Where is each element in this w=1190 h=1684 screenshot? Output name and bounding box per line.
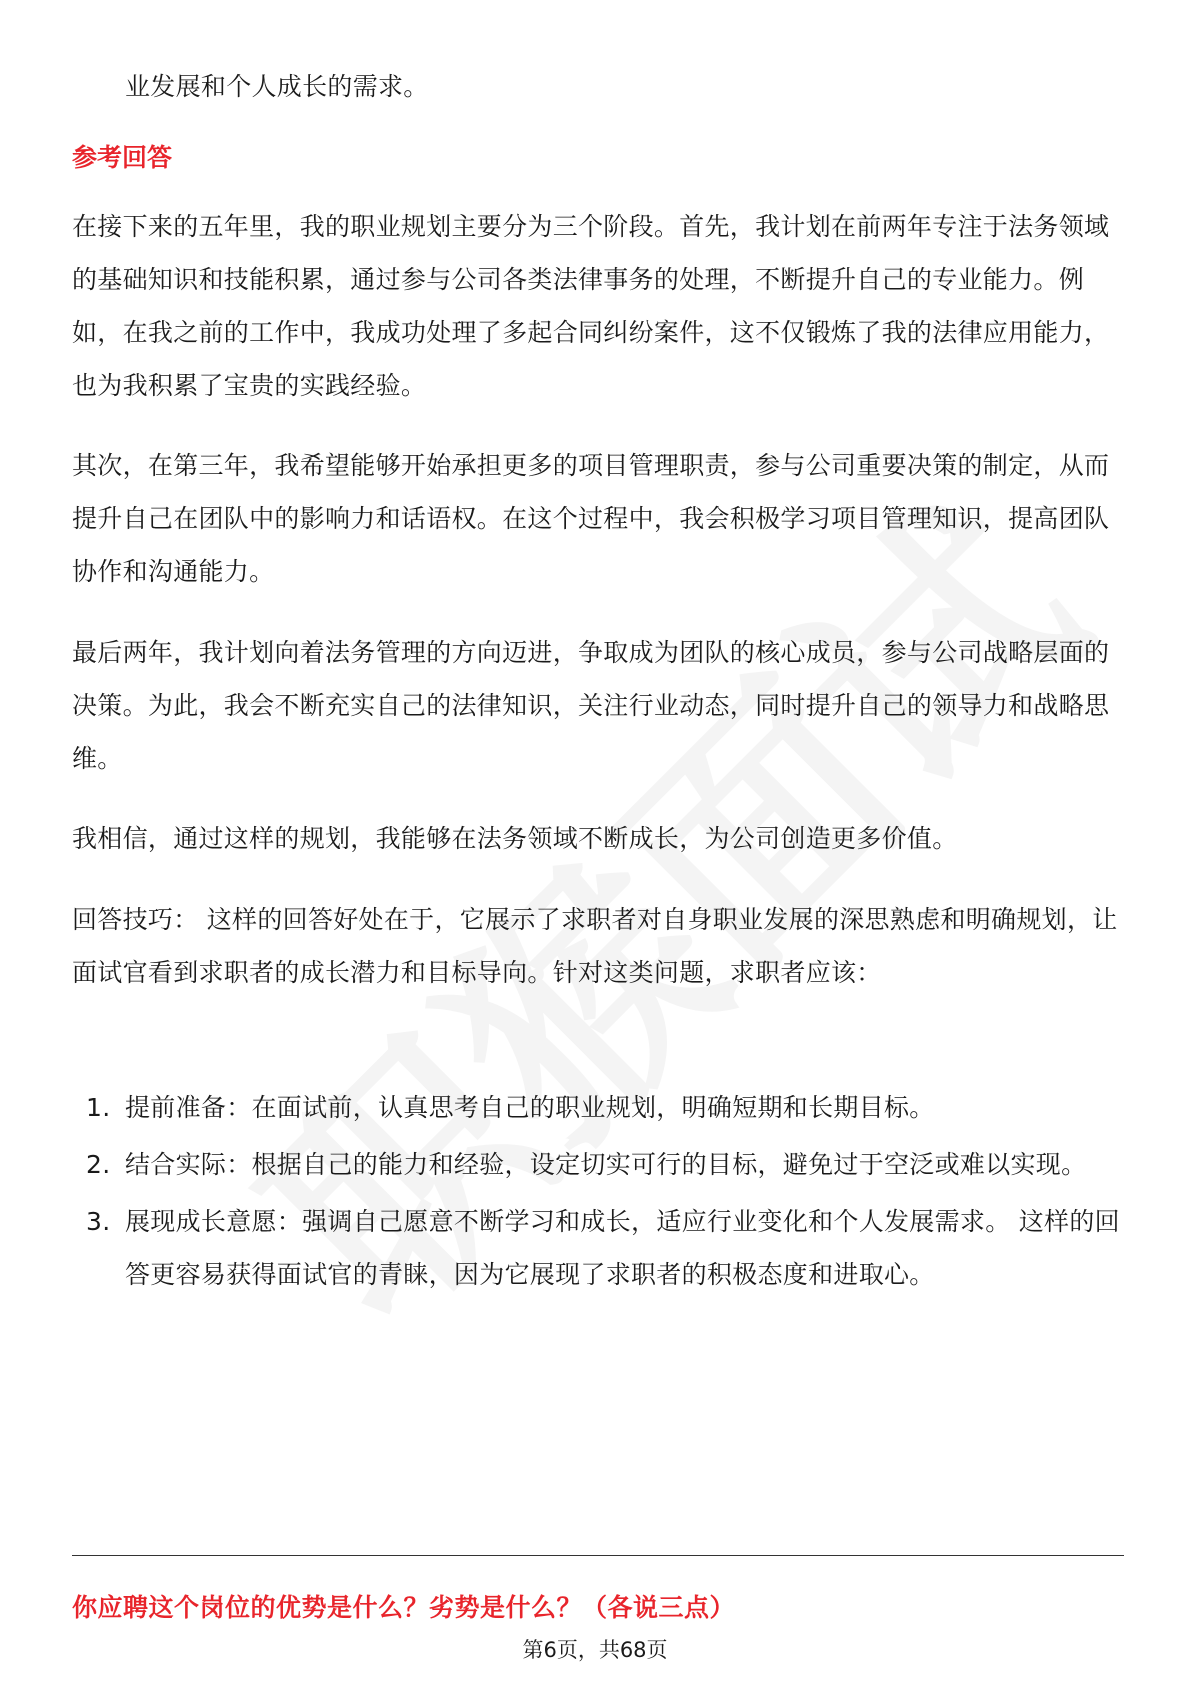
next-question-heading: 你应聘这个岗位的优势是什么？劣势是什么？（各说三点） — [72, 1593, 736, 1622]
paragraph-4: 我相信，通过这样的规划，我能够在法务领域不断成长，为公司创造更多价值。 — [72, 824, 958, 853]
list-text: 展现成长意愿：强调自己愿意不断学习和成长，适应行业变化和个人发展需求。 这样的回答更容易获得面试官的青睐，因为它展现了求职者的积极态度和进取心。 — [125, 1207, 1120, 1289]
tips-intro: 回答技巧： 这样的回答好处在于，它展示了求职者对自身职业发展的深思熟虑和明确规划，让面试官看到求职者的成长潜力和目标导向。针对这类问题，求职者应该： — [72, 905, 1118, 987]
paragraph-3: 最后两年，我计划向着法务管理的方向迈进，争取成为团队的核心成员，参与公司战略层面的决策。为此，我会不断充实自己的法律知识，关注行业动态，同时提升自己的领导力和战略思维。 — [72, 638, 1110, 773]
list-item — [72, 1195, 1132, 1301]
answer-heading: 参考回答 — [72, 143, 173, 172]
list-number: 2. — [86, 1150, 111, 1179]
page-number: 第6页，共68页 — [522, 1638, 668, 1662]
list-text: 结合实际：根据自己的能力和经验，设定切实可行的目标，避免过于空泛或难以实现。 — [125, 1150, 1087, 1179]
list-number: 3. — [86, 1207, 111, 1236]
continuation-text: 业发展和个人成长的需求。 — [125, 72, 429, 101]
tips-list — [72, 1081, 1132, 1305]
list-item — [72, 1138, 1132, 1191]
list-item — [72, 1081, 1132, 1134]
list-text: 提前准备：在面试前，认真思考自己的职业规划，明确短期和长期目标。 — [125, 1093, 935, 1122]
paragraph-2: 其次，在第三年，我希望能够开始承担更多的项目管理职责，参与公司重要决策的制定，从而提升自己在团队中的影响力和话语权。在这个过程中，我会积极学习项目管理知识，提高团队协作和沟通能力。 — [72, 451, 1110, 586]
list-number: 1. — [86, 1093, 111, 1122]
section-divider — [72, 1555, 1124, 1556]
paragraph-1: 在接下来的五年里，我的职业规划主要分为三个阶段。首先，我计划在前两年专注于法务领域的基础知识和技能积累，通过参与公司各类法律事务的处理，不断提升自己的专业能力。例如，在我之前的工作中，我成功处理了多起合同纠纷案件，这不仅锻炼了我的法律应用能力，也为我积累了宝贵的实践经验。 — [72, 212, 1110, 400]
